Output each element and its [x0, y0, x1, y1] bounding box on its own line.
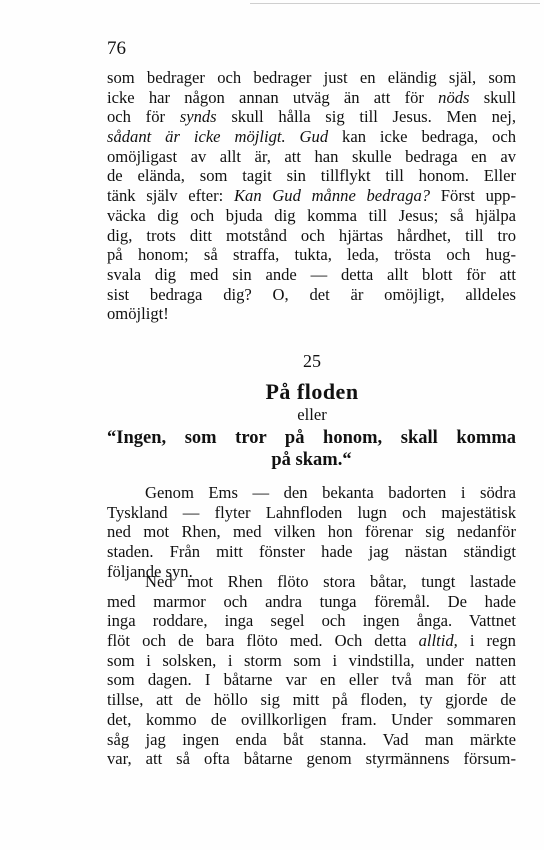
body-paragraph-2 — [107, 572, 516, 769]
page-number: 76 — [107, 38, 126, 59]
chapter-subtitle — [107, 427, 516, 471]
text-line: med marmor och andra tunga föremål. De hade — [107, 591, 516, 611]
text-line: Ned mot Rhen flöto stora båtar, tungt lastade — [145, 572, 516, 591]
text-line: staden. Från mitt fönster hade jag nästan ständigt — [107, 542, 516, 562]
chapter-title: På floden — [265, 379, 359, 404]
text-line: omöjligast av allt är, att han skulle bedraga en av — [107, 146, 516, 166]
text-line: det, kommo de ovillkorligen fram. Under sommaren — [107, 709, 516, 729]
text-line: omöjligt! — [107, 304, 169, 324]
text-line: inga roddare, inga segel och ingen ånga. Vattnet — [107, 611, 516, 631]
chapter-connector: eller — [297, 405, 327, 424]
subtitle-line: “Ingen, som tror på honom, skall komma — [107, 428, 516, 448]
text-line: väcka dig och bjuda dig komma till Jesus; så hjälpa — [107, 205, 516, 225]
subtitle-line: på skam.“ — [271, 450, 352, 470]
text-line: sist bedraga dig? O, det är omöjligt, alldeles — [107, 284, 516, 304]
text-line: ned mot Rhen, med vilken hon förenar sig nedanför — [107, 522, 516, 542]
text-line: på honom; så straffa, tukta, leda, trösta och hug- — [107, 245, 516, 265]
text-line: var, att så ofta båtarne genom styrmännens försum- — [107, 749, 516, 769]
text-line: och för synds skull hålla sig till Jesus. Men nej, — [107, 107, 516, 127]
text-line: dig, trots ditt motstånd och hjärtas hårdhet, till tro — [107, 225, 516, 245]
text-line: flöt och de bara flöto med. Och detta alltid, i regn — [107, 631, 516, 651]
text-line: sådant är icke möjligt. Gud kan icke bedraga, och — [107, 127, 516, 147]
text-line: de elända, som tagit sin tillflykt till honom. Eller — [107, 166, 516, 186]
body-paragraph-1 — [107, 483, 516, 581]
text-line: icke har någon annan utväg än att för nöds skull — [107, 87, 516, 107]
text-line: som bedrager och bedrager just en eländig själ, som — [107, 68, 516, 87]
text-line: svala dig med sin ande — detta allt blott för att — [107, 264, 516, 284]
scan-edge-rule — [250, 3, 540, 4]
text-line: Tyskland — flyter Lahnfloden lugn och majestätisk — [107, 502, 516, 522]
text-line: följande syn. — [107, 561, 193, 581]
intro-paragraph — [107, 68, 516, 324]
text-line: Genom Ems — den bekanta badorten i södra — [145, 483, 516, 502]
text-line: såg jag ingen enda båt stanna. Vad man märkte — [107, 729, 516, 749]
chapter-number: 25 — [303, 351, 321, 371]
text-line: tillse, att de höllo sig mitt på floden, ty gjorde de — [107, 690, 516, 710]
text-line: tänk själv efter: Kan Gud månne bedraga? Först upp- — [107, 186, 517, 206]
text-line: som dagen. I båtarne var en eller två man för att — [107, 670, 516, 690]
text-line: som i solsken, i storm som i vindstilla, under natten — [107, 650, 516, 670]
